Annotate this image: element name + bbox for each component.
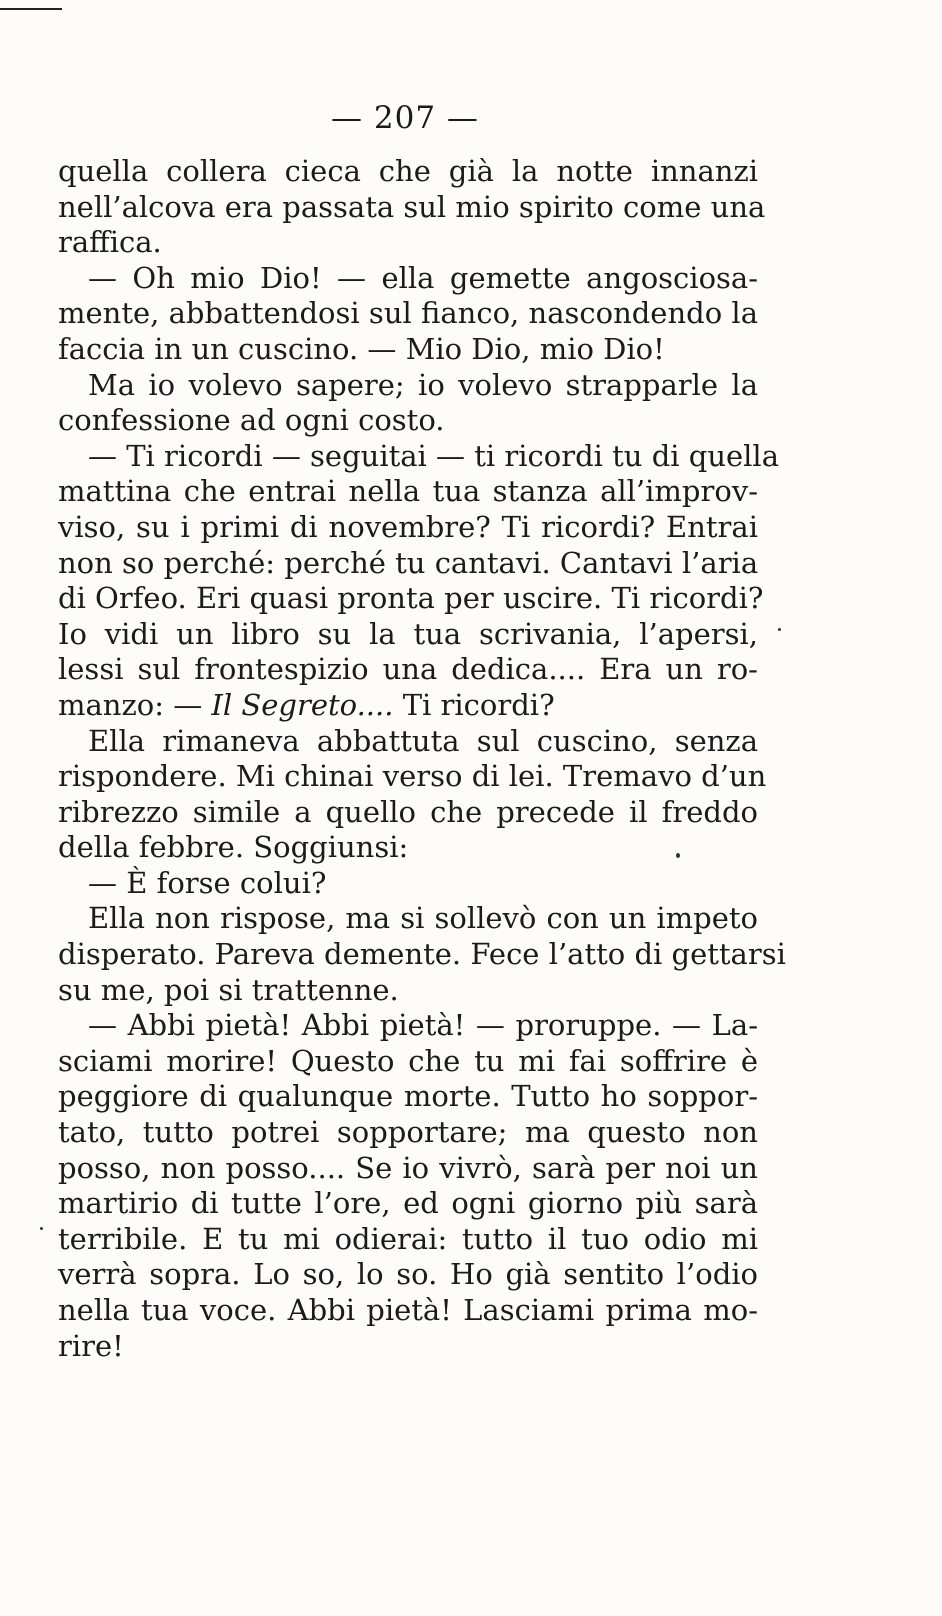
body-text [58, 154, 786, 1364]
text-line: — Ti ricordi — seguitai — ti ricordi tu di quella [88, 438, 780, 473]
text-line: Ella rimaneva abbattuta sul cuscino, senza [88, 723, 758, 758]
text-line: di Orfeo. Eri quasi pronta per uscire. Ti ricordi? [58, 581, 764, 616]
text-line: nell’alcova era passata sul mio spirito come una [58, 189, 766, 224]
text-line: Ella non rispose, ma si sollevò con un impeto [88, 901, 758, 936]
text-line: raffica. [58, 225, 162, 260]
text-fragment: manzo: — [58, 687, 203, 722]
text-line: Io vidi un libro su la tua scrivania, l’apersi, [58, 616, 758, 651]
text-fragment: Ti ricordi? [402, 687, 555, 722]
book-title: Il Segreto.... [211, 687, 394, 722]
text-line: mente, abbattendosi sul fianco, nascondendo la [58, 296, 758, 331]
text-line: Ma io volevo sapere; io volevo strapparle la [88, 367, 758, 402]
text-line: rispondere. Mi chinai verso di lei. Tremavo d’un [58, 759, 767, 794]
text-line: — Abbi pietà! Abbi pietà! — proruppe. — La- [88, 1008, 758, 1043]
text-line: mattina che entrai nella tua stanza all’improv- [58, 474, 758, 509]
text-line: della febbre. Soggiunsi: [58, 830, 409, 865]
text-line: non so perché: perché tu cantavi. Cantavi l’aria [58, 545, 759, 580]
page-number: — 207 — [331, 100, 479, 136]
print-speck [676, 853, 680, 858]
text-line: ribrezzo simile a quello che precede il freddo [58, 794, 758, 829]
text-line: nella tua voce. Abbi pietà! Lasciami prima mo- [58, 1293, 758, 1327]
text-line: peggiore di qualunque morte. Tutto ho soppor- [58, 1079, 758, 1114]
text-line: faccia in un cuscino. — Mio Dio, mio Dio! [58, 331, 665, 366]
text-line: confessione ad ogni costo. [58, 403, 445, 438]
text-line: disperato. Pareva demente. Fece l’atto di gettarsi [58, 937, 786, 972]
print-speck [40, 1227, 43, 1230]
text-line: — Oh mio Dio! — ella gemette angosciosa- [88, 260, 758, 295]
print-speck [778, 628, 781, 631]
text-line: viso, su i primi di novembre? Ti ricordi? Entrai [58, 509, 758, 544]
text-line: posso, non posso.... Se io vivrò, sarà per noi un [58, 1150, 758, 1185]
text-line: rire! [58, 1328, 124, 1363]
text-line: sciami morire! Questo che tu mi fai soffrire è [58, 1043, 758, 1078]
text-line: — È forse colui? [88, 865, 327, 900]
text-line [58, 688, 758, 724]
text-line: tato, tutto potrei sopportare; ma questo non [58, 1115, 758, 1150]
text-line: su me, poi si trattenne. [58, 972, 399, 1007]
text-line: lessi sul frontespizio una dedica.... Era un ro- [58, 652, 758, 687]
text-line: terribile. E tu mi odierai: tutto il tuo odio mi [58, 1221, 758, 1256]
text-line: quella collera cieca che già la notte innanzi [58, 154, 758, 188]
top-edge-rule [0, 8, 62, 10]
text-line: martirio di tutte l’ore, ed ogni giorno più sarà [58, 1186, 758, 1221]
text-line: verrà sopra. Lo so, lo so. Ho già sentito l’odio [58, 1257, 758, 1292]
